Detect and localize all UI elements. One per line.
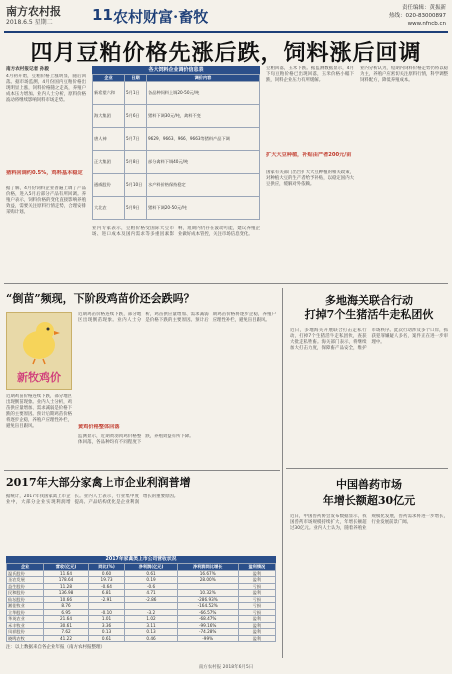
vet-text: 近日，中国兽药协会发布数据显示，我国兽药市场规模持续扩大，年增长额超过30亿元。业内人士认为，随着养殖业规模化发展，兽药需求将进一步增长，行业发展前景广阔。 [290,514,448,531]
lead-col1-text: 4月初开始，豆粕价格上涨明显，随后回落。据市场监测，4月份国内豆粕价格出现明显上涨，饲料价格随之走高，养殖户成本压力增加。业内人士分析，原料价格波动将继续影响饲料市场走势。 [6,74,86,103]
table-cell: 猪料下调20-50元/吨 [147,196,260,219]
chicken-headline: “倒苗”频现，下阶段鸡苗价还会跌吗？ [6,292,195,305]
table-cell: 凤祥股份 [7,629,44,636]
chick-icon [7,313,71,365]
table-header: 同比(%) [88,564,125,571]
table-cell: 盈利 [238,590,275,597]
table-cell: 湘佳牧业 [7,603,44,610]
table-cell: 28.00% [177,577,238,584]
table-cell: 通威股份 [93,173,125,196]
table-cell: 华英农业 [7,616,44,623]
earnings-table-title: 2017年家禽类上市公司营收状况 [6,556,276,563]
earnings-text: 据统计，2017年我国家禽上市企业中，大部分企业实现利润增长。业内人士表示，行业集中度提高、产品结构优化是企业利润增长的重要原因。 [6,494,179,505]
table-cell: 5月6日 [125,104,147,127]
column-divider [282,288,283,658]
website-line: www.nfncb.cn [407,21,446,27]
table-cell: 8.76 [44,603,88,610]
table-cell: 5月9日 [125,196,147,219]
table-cell: -99.16% [177,622,238,629]
table-cell: 盈利 [238,629,275,636]
table-cell: -0.6 [125,583,177,590]
table-cell: 3.11 [125,622,177,629]
table-cell: 亏损 [238,596,275,603]
section-divider [4,470,280,471]
promo-box [6,312,72,390]
masthead [0,0,452,30]
chicken-text2: 监测显示，近期黄羽肉鸡价格整体回落，各品种均有不同程度下跌，养殖效益有所下降。 [78,434,194,445]
crime-headline-2: 打掉7个生猪活牛走私团伙 [304,308,434,321]
table-cell: -2.91 [88,596,125,603]
table-header: 净利润(亿元) [125,564,177,571]
table-cell: 0.61 [125,570,177,577]
table-row [93,104,260,127]
table-cell: 益生股份 [7,583,44,590]
table-cell: 136.98 [44,590,88,597]
table-cell: 10.66 [44,596,88,603]
table-row [93,81,260,104]
table-cell: -286.93% [177,596,238,603]
table-cell: 5月8日 [125,150,147,173]
table-header: 企业 [7,564,44,571]
masthead-contact [389,4,446,28]
table-cell: 民和股份 [7,590,44,597]
table-cell: 仙坛股份 [7,596,44,603]
vet-headline-1: 中国兽药市场 [336,478,402,491]
chicken-text: 近期鸡苗价格连续下跌，部分地区出现倒苗现象。业内人士分析，鸡苗供应量增加、需求减弱是价格下跌的主要原因。预计后期鸡苗价格将逐步企稳，养殖户应理性补栏，避免盲目跟风。 [78,312,276,323]
table-cell: 新希望六和 [93,81,125,104]
table-cell: 9629、9663、966、9663等猪料产品下调 [147,127,260,150]
paper-name: 南方农村报 [6,5,61,18]
chicken-text-col1: 近期鸡苗价格连续下跌，部分地区出现倒苗现象。业内人士分析，鸡苗供应量增加、需求减弱是价格下跌的主要原因。预计后期鸡苗价格将逐步企稳，养殖户应理性补栏，避免盲目跟风。 [6,394,72,429]
table-cell: 21.64 [44,616,88,623]
table-cell: 4.71 [125,590,177,597]
paper-date: 2018.6.5 星期二 [6,19,53,26]
lead-col5-text: 业内分析认为，短期内饲料价格走势仍将以稳为主，养殖户应密切关注原料行情，科学调整饲料配方，降低养殖成本。 [360,66,448,83]
table-cell: 猪料下调30元/吨，禽料不变 [147,104,260,127]
table-row [93,196,260,219]
lead-col2-text: 业内专家表示，豆粕价格受国际大豆市场、进口成本及国内需求等多重因素影响，短期内仍存在波动可能，建议养殖企业做好成本管控，关注市场信息变化。 [92,226,260,237]
earnings-headline: 2017年大部分家禽上市企业利润普增 [6,476,191,489]
table-cell: 部分禽料下调40元/吨 [147,150,260,173]
table-cell: -74.28% [177,629,238,636]
table-cell: -99% [177,635,238,642]
vet-headline-2: 年增长额超30亿元 [322,494,416,507]
table-cell: -68.47% [177,616,238,623]
feed-price-table [92,74,260,220]
table-cell: 6.81 [88,590,125,597]
table-row [93,127,260,150]
table-cell: 各品种饲料上调20-50元/吨 [147,81,260,104]
table-cell: 大北农 [93,196,125,219]
table-cell: 5月10日 [125,173,147,196]
table-cell: 0.60 [88,570,125,577]
table-header: 净利润同比增长 [177,564,238,571]
page-number: 11 [92,6,113,24]
table-header: 企业 [93,75,125,82]
crime-text: 近日，多地海关开展联合打击走私行动，打掉7个生猪活牛走私团伙，查获大批走私牲畜。海关部门表示，将继续加大打击力度，保障畜产品安全，维护市场秩序。此次行动涉及多个口岸，抓获犯罪嫌疑人多名，案件正在进一步审理中。 [290,328,448,351]
table-cell: -164.52% [177,603,238,610]
table-row [93,173,260,196]
table-cell: 16.67% [177,570,238,577]
feed-price-table-block [92,66,260,220]
table-cell: -0.64 [88,583,125,590]
table-cell: 11.28 [44,583,88,590]
table-header: 盈利情况 [238,564,275,571]
footer: 南方农村报 2018年6月5日 [198,665,254,670]
table-header: 日期 [125,75,147,82]
editor-line: 责任编辑：黄振新 [401,5,446,11]
lead-col4-subhead: 扩大大豆种植，补贴由产者200元/亩 [266,152,352,158]
lead-byline: 南方农村报记者 孙毅 [6,67,49,72]
chicken-subhead: 黄鸡价格整体回落 [78,424,120,430]
table-cell: 178.64 [44,577,88,584]
table-cell: 3.36 [88,622,125,629]
table-cell: 0.61 [88,635,125,642]
table-cell: 圣农发展 [7,577,44,584]
lead-col1-text2: 据了解，4月份饲料企业普遍上调了产品价格，进入5月后部分产品有所回调。养殖户表示，饲料价格的变化直接影响养殖效益，需要关注原料行情走势，合理安排采购计划。 [6,186,86,215]
table-row [7,635,276,642]
table-cell: 1.02 [125,616,177,623]
table-cell: 19.73 [88,577,125,584]
table-cell: 11.64 [44,570,88,577]
table-cell: -0.10 [88,609,125,616]
table-cell: 立华股份 [7,609,44,616]
table-cell: -66.57% [177,609,238,616]
table-cell: -3.2 [125,609,177,616]
table-cell: 唐人神 [93,127,125,150]
table-cell: 5月7日 [125,127,147,150]
table-cell: 0.19 [125,577,177,584]
section-title: 农村财富·畜牧 [113,8,209,26]
table-cell: 盈利 [238,616,275,623]
lead-col4-text2: 国家有关部门出台扩大大豆种植的相关政策，对种植大豆的生产者给予补贴，以稳定国内大豆供应，缓解对外依赖。 [266,170,354,187]
section-divider [4,283,448,284]
table-header: 调价内容 [147,75,260,82]
table-cell: 亏损 [238,603,275,610]
table-cell: 6.95 [44,609,88,616]
table-cell: 盈利 [238,635,275,642]
lead-headline: 四月豆粕价格先涨后跌，饲料涨后回调 [30,40,422,66]
table-cell: 1.01 [88,616,125,623]
section-divider [286,468,448,469]
earnings-table [6,563,276,642]
table-cell: 7.62 [44,629,88,636]
table-cell: 0.13 [125,629,177,636]
earnings-table-note: 注：以上数据来自各企业年报（南方农村报整理） [6,645,105,650]
earnings-table-block [6,556,276,650]
table-header: 营收(亿元) [44,564,88,571]
table-cell: -2.86 [125,596,177,603]
lead-col4-text: 豆粕回落，玉米下跌。据监测数据显示，4月下旬豆粕价格已出现回落，玉米价格小幅下跌，饲料企业压力有所缓解。 [266,66,354,83]
table-row [93,150,260,173]
table-cell: 亏损 [238,609,275,616]
table-cell: 正大集团 [93,150,125,173]
hotline-line: 热线：020-83000897 [389,13,446,19]
crime-headline-1: 多地海关联合行动 [325,294,413,307]
table-cell: 亏损 [238,583,275,590]
table-cell: 温氏股份 [7,570,44,577]
table-cell: 盈利 [238,570,275,577]
table-cell: 41.22 [44,635,88,642]
lead-col1-subhead: 猪料回调约0.5%，鸡料基本稳定 [6,170,83,176]
table-cell: 水产料价格保持稳定 [147,173,260,196]
masthead-rule [4,31,448,33]
table-cell: 0.46 [125,635,177,642]
table-cell: 海大集团 [93,104,125,127]
table-cell: 盈利 [238,577,275,584]
table-cell: 10.32% [177,590,238,597]
table-cell: 0.13 [88,629,125,636]
feed-price-table-title: 各大饲料企业调价信息表 [92,66,260,74]
table-cell: 晓鸣农牧 [7,635,44,642]
table-cell: 5月1日 [125,81,147,104]
table-cell: 30.61 [44,622,88,629]
table-cell: 禾丰牧业 [7,622,44,629]
table-cell: 盈利 [238,622,275,629]
promo-label: 新牧鸡价 [17,371,61,384]
